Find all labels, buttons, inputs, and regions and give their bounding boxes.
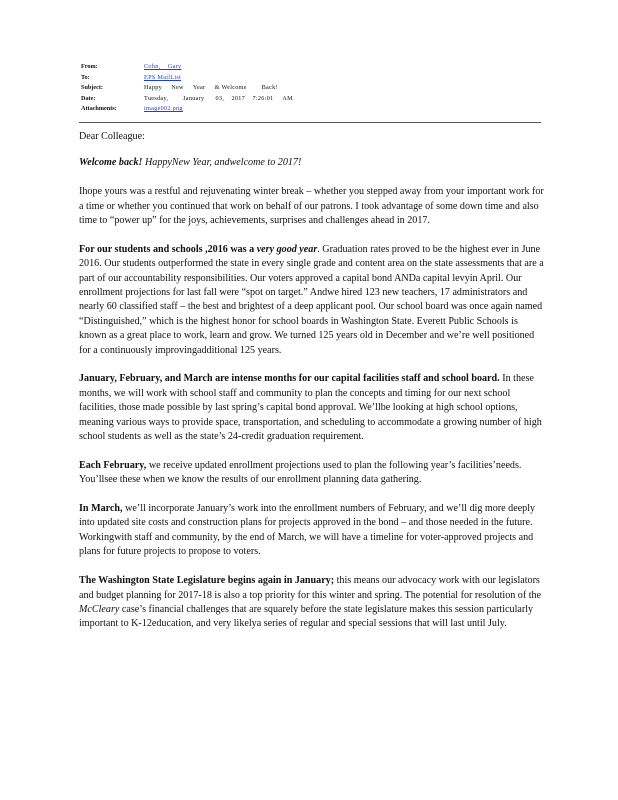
date-value: Tuesday, January 03, 2017 7:26:01 AM [144, 94, 293, 102]
paragraph-february [79, 459, 547, 488]
p5-text: we’ll incorporate January’s work into the enrollment numbers of February, and we’ll dig more deeply into updated site costs and construction plans for projects approved in the bond – and those needed in the future. Workingwith staff and community, by the end of March, we will have a timeline for voter-approved projects and plans for future projects to propose to voters. [79, 503, 536, 558]
header-divider [79, 122, 541, 123]
paragraph-legislature [79, 574, 547, 632]
welcome-line [79, 156, 547, 170]
letter-body [79, 130, 547, 646]
p6-emphasis: McCleary [79, 603, 120, 615]
to-row [81, 73, 541, 84]
greeting: Dear Colleague: [79, 131, 145, 142]
attachment-link[interactable]: image002.png [144, 105, 183, 112]
p2-text: . Graduation rates proved to be the highest ever in June 2016. Our students outperformed the state in every single grade and content area on the state assessments that are a part of our accountability responsibilities. Our voters approved a capital bond ANDa capital levyin April. Our enrollment projections for last fall were “spot on target.” Andwe hired 123 new teachers, 17 administrators and nearly 60 classified staff – the best and brightest of a deep applicant pool. Our school board was once again named “Distinguished,” which is the highest honor for school boards in Washington State. Everett Public Schools is known as a great place to work, learn and grow. We turned 125 years old in December and we’re well positioned for a continuously improvingadditional 125 years. [79, 243, 544, 356]
p2-emphasis: very good year [256, 243, 318, 255]
subject-label: Subject: [81, 84, 103, 91]
date-row [81, 94, 541, 105]
from-row [81, 62, 541, 73]
paragraph-capital-facilities [79, 372, 547, 444]
p6-text-a: this means our advocacy work with our legislators and budget planning for 2017-18 is also a top priority for this winter and spring. The potential for resolution of the [79, 575, 542, 601]
p5-lead: In March, [79, 503, 123, 515]
to-label: To: [81, 73, 90, 81]
p4-lead: Each February, [79, 459, 147, 471]
date-label: Date: [81, 94, 96, 102]
from-value[interactable]: Cohn, Gary [144, 63, 182, 70]
p2-lead: For our students and schools ,2016 was a [79, 243, 257, 255]
p6-text-b: case’s financial challenges that are squarely before the state legislature makes this session particularly important to K-12education, and very likelya series of regular and special sessions that will last until July. [79, 603, 534, 630]
from-label: From: [81, 63, 98, 70]
p6-lead: The Washington State Legislature begins again in January; [79, 575, 335, 587]
p3-text: In these months, we will work with school staff and community to plan the concepts and timing for our next school facilities, those made possible by last spring’s capital bond approval. We’llbe looking at high school options, meaning various ways to provide space, transportation, and scheduling to accommodate a growing number of high school students as well as the state’s 24-credit graduation requirement. [79, 373, 542, 443]
email-header [81, 62, 541, 115]
to-value[interactable]: EPS MailList [144, 73, 182, 81]
welcome-rest: HappyNew Year, andwelcome to 2017! [142, 157, 302, 169]
subject-value: Happy New Year & Welcome Back! [144, 84, 278, 91]
subject-row [81, 83, 541, 94]
attachments-row [81, 104, 541, 115]
attachments-label: Attachments: [81, 105, 117, 112]
paragraph-winter-break: Ihope yours was a restful and rejuvenating winter break – whether you stepped away from your important work for a time or whether you continued that work on behalf of our patrons. I took advantage of some down time and also time to “power up” for the joys, achievements, surprises and challenges ahead in 2017. [79, 186, 544, 227]
p4-text: we receive updated enrollment projections used to plan the following year’s facilities’needs. You’llsee these when we know the results of our enrollment planning data gathering. [79, 459, 522, 486]
paragraph-march [79, 502, 547, 560]
p3-lead: January, February, and March are intense months for our capital facilities staff and school board. [79, 373, 500, 385]
welcome-bold: Welcome back! [79, 157, 143, 169]
paragraph-2016 [79, 243, 547, 358]
